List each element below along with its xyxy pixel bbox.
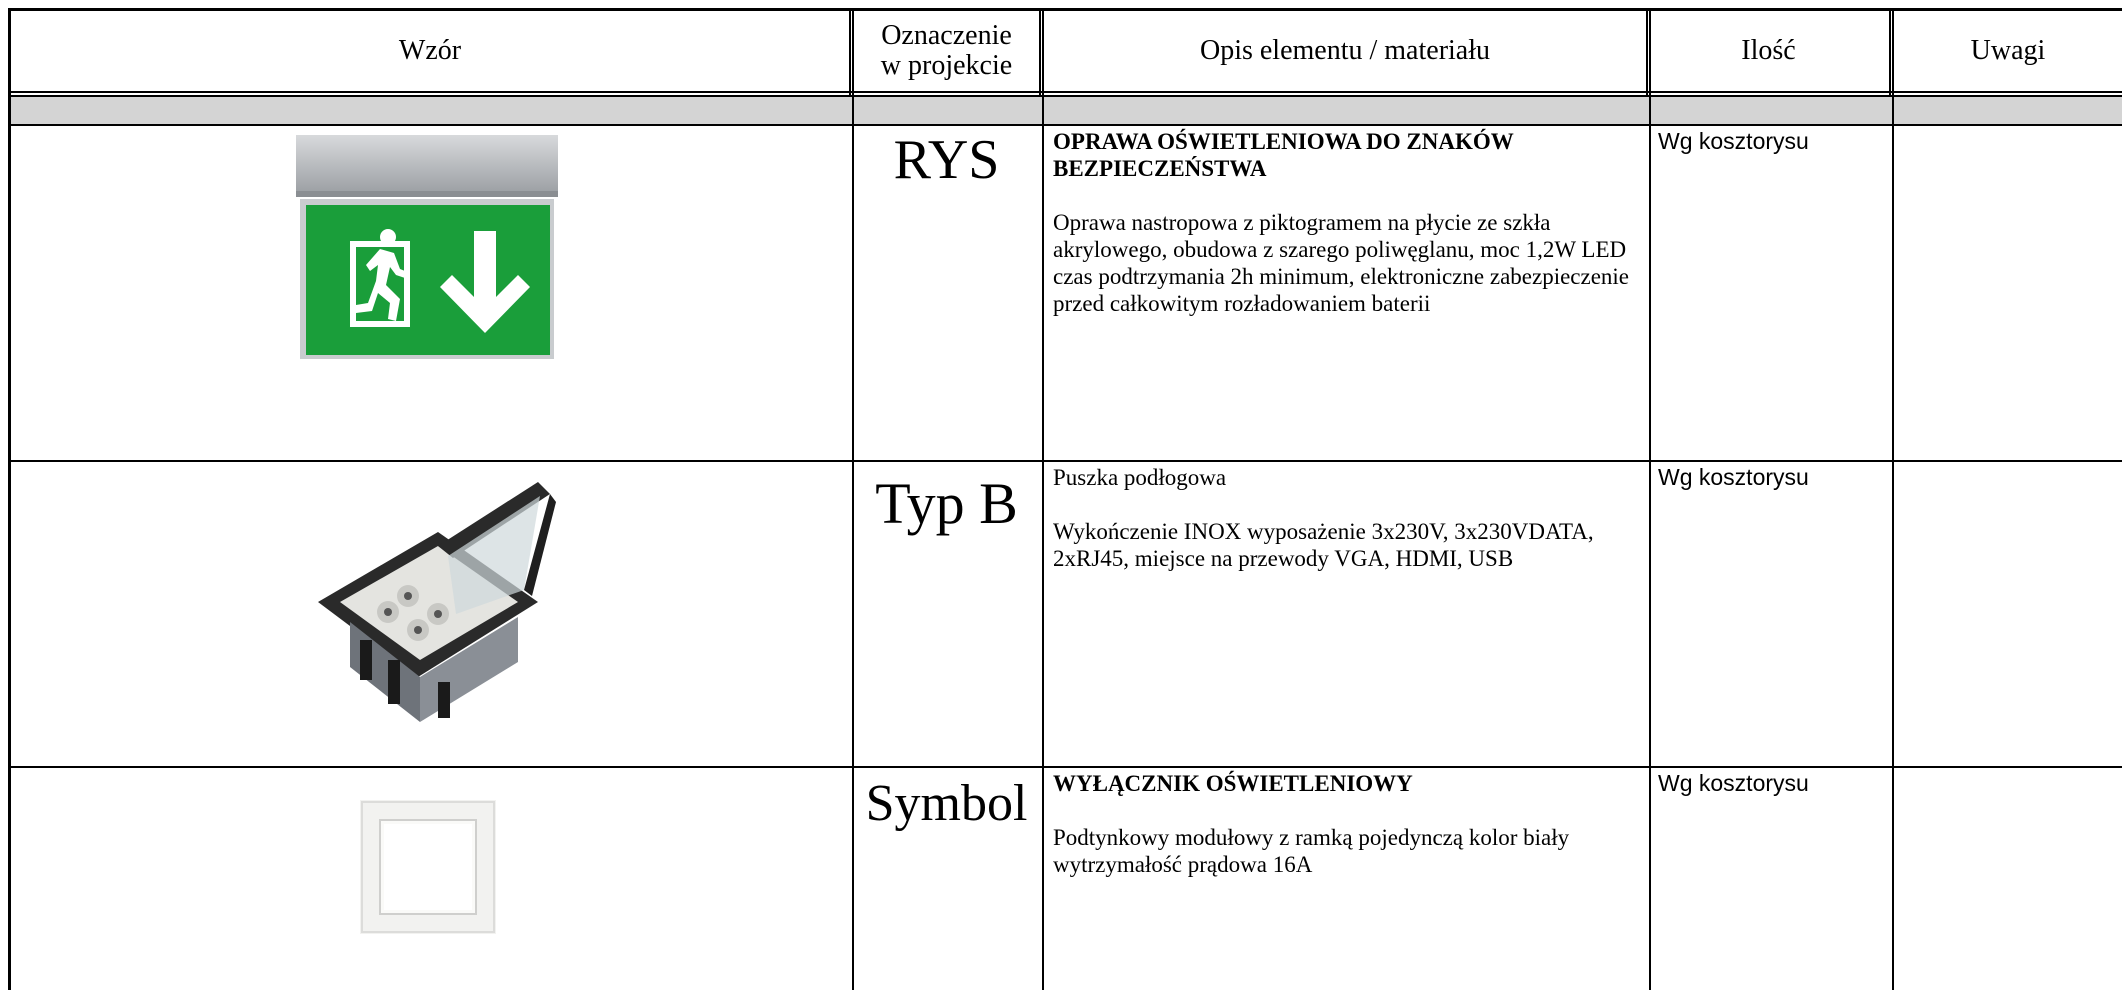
column-divider xyxy=(1892,8,1894,990)
row-divider xyxy=(8,766,2122,768)
row-body: Oprawa nastropowa z piktogramem na płycie ze szkła akrylowego, obudowa z szarego poliwęglanu, moc 1,2W LED czas podtrzymania 2h minimum, elektroniczne zabezpieczenie przed całkowitym rozładowaniem baterii xyxy=(1053,210,1630,316)
header-uwagi xyxy=(1894,12,2122,90)
column-divider xyxy=(1646,8,1648,96)
header-oznaczenie-line1: Oznaczenie xyxy=(881,20,1012,51)
row-qty-text: Wg kosztorysu xyxy=(1658,770,1809,796)
table-row xyxy=(0,462,2122,767)
row-qty-text: Wg kosztorysu xyxy=(1658,464,1809,490)
row-qty xyxy=(1650,464,1887,491)
row-description xyxy=(1043,464,1647,572)
header-wzor xyxy=(10,12,850,90)
floor-box-icon xyxy=(288,472,560,742)
row-divider xyxy=(8,460,2122,462)
header-oznaczenie xyxy=(853,12,1040,90)
section-band xyxy=(10,97,2122,124)
table-row xyxy=(0,768,2122,990)
column-divider xyxy=(1042,8,1044,990)
header-opis-label: Opis elementu / materiału xyxy=(1199,35,1491,66)
row-qty xyxy=(1650,128,1887,155)
row-body: Wykończenie INOX wyposażenie 3x230V, 3x230VDATA, 2xRJ45, miejsce na przewody VGA, HDMI, USB xyxy=(1053,519,1594,571)
header-divider xyxy=(8,91,2122,93)
header-divider-2 xyxy=(8,95,2122,97)
row-qty-text: Wg kosztorysu xyxy=(1658,128,1809,154)
row-code xyxy=(853,774,1040,834)
row-title: WYŁĄCZNIK OŚWIETLENIOWY xyxy=(1053,771,1413,796)
header-ilosc-label: Ilość xyxy=(1741,35,1796,66)
row-code xyxy=(853,130,1040,190)
header-wzor-label: Wzór xyxy=(398,35,462,66)
header-ilosc xyxy=(1650,12,1887,90)
column-divider xyxy=(1649,8,1651,990)
table-row xyxy=(0,126,2122,461)
row-body: Podtynkowy modułowy z ramką pojedynczą kolor biały wytrzymałość prądowa 16A xyxy=(1053,825,1570,877)
table-border-left xyxy=(8,8,11,990)
row-qty xyxy=(1650,770,1887,797)
row-code-text: RYS xyxy=(893,129,1000,191)
column-divider xyxy=(1889,8,1891,96)
light-switch-icon xyxy=(360,800,496,934)
row-code-text: Typ B xyxy=(875,471,1018,536)
row-description xyxy=(1043,128,1647,317)
row-description xyxy=(1043,770,1647,878)
column-divider xyxy=(1039,8,1041,96)
emergency-exit-sign-icon xyxy=(296,135,558,361)
row-code xyxy=(853,471,1040,536)
column-divider xyxy=(849,8,851,96)
header-uwagi-label: Uwagi xyxy=(1970,35,2046,66)
row-title: Puszka podłogowa xyxy=(1053,465,1227,490)
row-title: OPRAWA OŚWIETLENIOWA DO ZNAKÓW BEZPIECZEŃSTWA xyxy=(1053,129,1514,181)
row-code-text: Symbol xyxy=(865,775,1028,832)
band-divider xyxy=(8,124,2122,126)
column-divider xyxy=(852,8,854,990)
header-opis xyxy=(1043,12,1647,90)
header-oznaczenie-line2: w projekcie xyxy=(880,50,1013,81)
table-border-top xyxy=(8,8,2122,11)
